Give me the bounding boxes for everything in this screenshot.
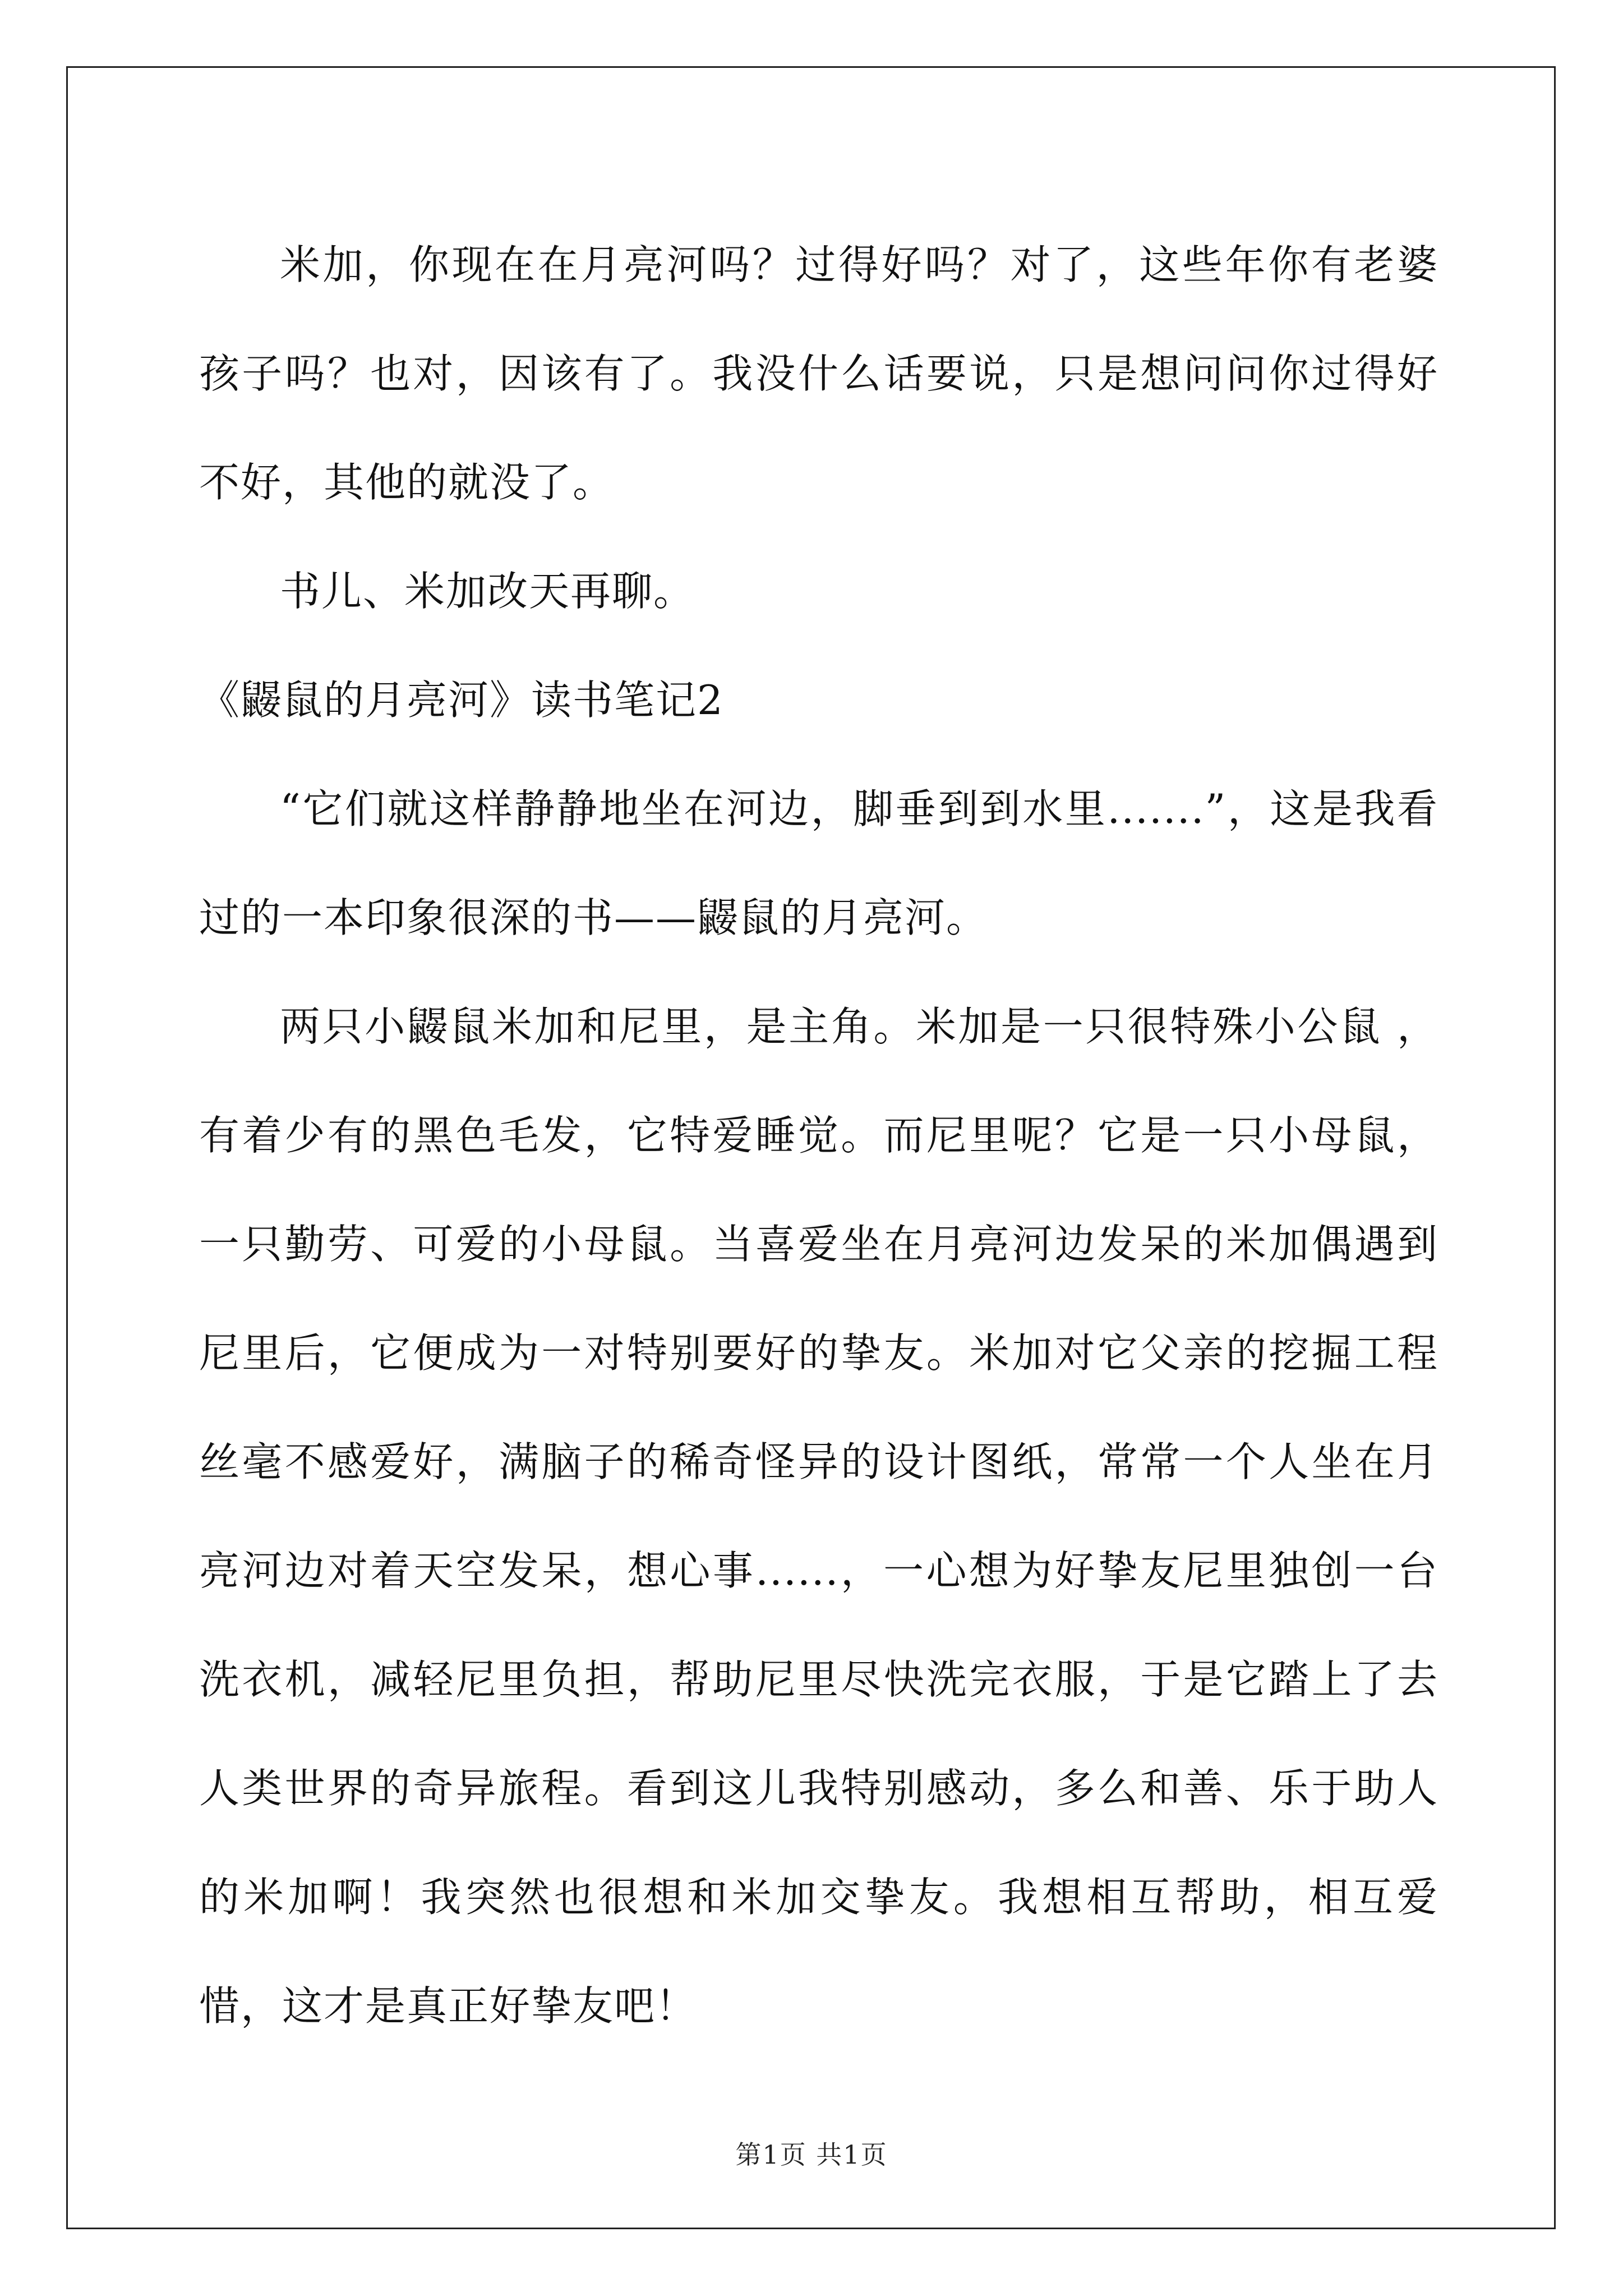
section-heading: 《鼹鼠的月亮河》读书笔记2: [199, 677, 724, 724]
paragraph-quote-intro: “它们就这样静静地坐在河边，脚垂到到水里.......”，这是我看过的一本印象很深的书——鼹鼠的月亮河。: [199, 785, 1438, 941]
document-body: [199, 210, 1438, 2060]
paragraph-letter-closing: 米加，你现在在月亮河吗？过得好吗？对了，这些年你有老婆孩子吗？也对，因该有了。我没什么话要说，只是想问问你过得好不好，其他的就没了。: [199, 241, 1438, 506]
paragraph-signoff: 书儿、米加改天再聊。: [280, 568, 695, 615]
paragraph-story-summary: 两只小鼹鼠米加和尼里，是主角。米加是一只很特殊小公鼠 ，有着少有的黑色毛发，它特爱睡觉。而尼里呢？它是一只小母鼠，一只勤劳、可爱的小母鼠。当喜爱坐在月亮河边发呆的米加偶遇到尼里后，它便成为一对特别要好的挚友。米加对它父亲的挖掘工程丝毫不感爱好，满脑子的稀奇怪异的设计图纸，常常一个人坐在月亮河边对着天空发呆，想心事......，一心想为好挚友尼里独创一台洗衣机，减轻尼里负担，帮助尼里尽快洗完衣服，于是它踏上了去人类世界的奇异旅程。看到这儿我特别感动，多么和善、乐于助人的米加啊！我突然也很想和米加交挚友。我想相互帮助，相互爱惜，这才是真正好挚友吧！: [199, 1003, 1438, 2030]
page-number-footer: 第1页 共1页: [735, 2139, 888, 2170]
